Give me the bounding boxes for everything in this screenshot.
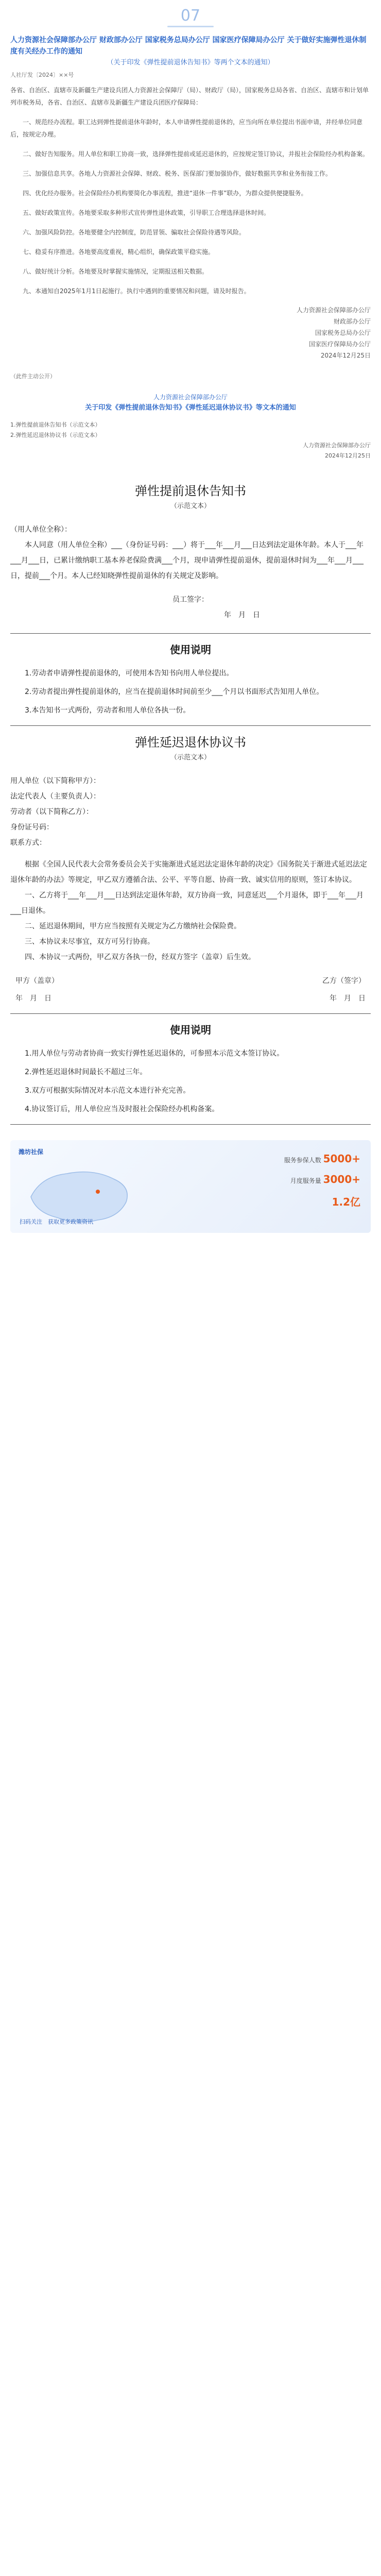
stat-3 <box>332 1194 360 1209</box>
document-number: 人社厅发〔2024〕××号 <box>10 72 74 78</box>
party-a-date: 年 月 日 <box>15 994 51 1003</box>
party-a: 用人单位（以下简称甲方）： <box>10 777 100 785</box>
party-b: 劳动者（以下简称乙方）： <box>10 808 93 816</box>
attachment-item: 2.弹性延迟退休协议书（示范文本） <box>10 432 101 438</box>
usage-item: 2.弹性延迟退休时间最长不超过三年。 <box>25 1068 147 1076</box>
stat-2-label: 月度服务量 <box>290 1177 321 1184</box>
party-a-rep: 法定代表人（主要负责人）： <box>10 792 100 801</box>
notice-paragraph: 三、加强信息共享。各地人力资源社会保障、财政、税务、医保部门要加强协作，做好数据共享和业务衔接工作。 <box>23 170 332 177</box>
usage2-title: 使用说明 <box>170 1024 211 1036</box>
notice-title: 人力资源社会保障部办公厅 财政部办公厅 国家税务总局办公厅 国家医疗保障局办公厅 关于做好实施弹性退休制度有关经办工作的通知 <box>10 36 367 56</box>
usage-item: 3.本告知书一式两份，劳动者和用人单位各执一份。 <box>25 706 190 715</box>
form2-body: 二、延迟退休期间，甲方应当按照有关规定为乙方缴纳社会保险费。 <box>25 922 241 930</box>
form2-title: 弹性延迟退休协议书 <box>135 735 246 750</box>
stat-2-value: 3000+ <box>323 1173 360 1185</box>
section-divider <box>10 1124 371 1125</box>
notice-paragraph: 九、本通知自2025年1月1日起施行。执行中遇到的重要情况和问题，请及时报告。 <box>23 287 250 295</box>
usage-item: 1.用人单位与劳动者协商一致实行弹性延迟退休的，可参照本示范文本签订协议。 <box>25 1049 284 1058</box>
signer: 国家医疗保障局办公厅 <box>308 341 371 348</box>
stat-1 <box>284 1153 360 1165</box>
notice-paragraph: 二、做好告知服务。用人单位和职工协商一致，选择弹性提前或延迟退休的，应按规定签订协议，并报社会保险经办机构备案。 <box>23 150 369 158</box>
form2-subtitle: （示范文本） <box>170 754 211 761</box>
form1-title: 弹性提前退休告知书 <box>135 484 246 498</box>
attachment-signer: 人力资源社会保障部办公厅 <box>303 442 371 449</box>
section-divider <box>10 1013 371 1014</box>
section-number: 07 <box>180 7 201 25</box>
party-b-date: 年 月 日 <box>330 994 366 1003</box>
form1-addressee: （用人单位全称）： <box>10 526 72 534</box>
attachment-date: 2024年12月25日 <box>325 452 371 459</box>
banner-logo: 潍坊社保 <box>19 1148 44 1156</box>
stat-1-value: 5000+ <box>323 1153 360 1165</box>
notice-date: 2024年12月25日 <box>320 352 371 359</box>
notice-paragraph: 一、规范经办流程。职工达到弹性提前退休年龄时，本人申请弹性提前退休的，应当向所在单位提出书面申请，并经单位同意后，按规定办理。 <box>10 118 363 138</box>
notice-paragraph: 八、做好统计分析。各地要及时掌握实施情况，定期报送相关数据。 <box>23 268 209 275</box>
notice-paragraph: 五、做好政策宣传。各地要采取多种形式宣传弹性退休政策，引导职工合理选择退休时间。 <box>23 209 270 216</box>
form2-body: 三、本协议未尽事宜，双方可另行协商。 <box>25 938 154 946</box>
section-divider <box>10 633 371 634</box>
promo-banner[interactable] <box>10 1140 371 1233</box>
usage1-title: 使用说明 <box>170 643 211 656</box>
signer: 财政部办公厅 <box>333 318 371 325</box>
form1-date: 年 月 日 <box>224 611 260 619</box>
notice-greeting: 各省、自治区、直辖市及新疆生产建设兵团人力资源社会保障厅（局）、财政厅（局），国家税务总局各省、自治区、直辖市和计划单列市税务局，各省、自治区、直辖市及新疆生产建设兵团医疗保障局： <box>10 87 369 106</box>
form1-signer: 员工签字： <box>172 596 209 604</box>
stat-3-value: 1.2亿 <box>332 1196 360 1208</box>
usage-item: 2.劳动者提出弹性提前退休的，应当在提前退休时间前至少___个月以书面形式告知用人单位。 <box>25 688 324 696</box>
party-b-contact: 联系方式： <box>10 839 46 847</box>
signature-date-row <box>10 991 371 1006</box>
notice-paragraph: 六、加强风险防控。各地要健全内控制度，防范冒领、骗取社会保险待遇等风险。 <box>23 229 246 236</box>
section-divider <box>10 725 371 726</box>
form2-body: 根据《全国人民代表大会常务委员会关于实施渐进式延迟法定退休年龄的决定》《国务院关于渐进式延迟法定退休年龄的办法》等规定，甲乙双方遵循合法、公平、平等自愿、协商一致、诚实信用的原则，签订本协议。 <box>10 860 367 884</box>
party-b-id: 身份证号码： <box>10 823 54 832</box>
party-b-sign: 乙方（签字） <box>322 977 366 985</box>
form2-body: 一、乙方将于___年___月___日达到法定退休年龄，双方协商一致，同意延迟___个月退休，即于___年___月___日退休。 <box>10 891 363 915</box>
attachment-item: 1.弹性提前退休告知书（示范文本） <box>10 421 101 428</box>
signer: 国家税务总局办公厅 <box>315 329 371 336</box>
form2-body: 四、本协议一式两份，甲乙双方各执一份，经双方签字（盖章）后生效。 <box>25 953 255 961</box>
signature-row <box>10 973 371 989</box>
usage-item: 1.劳动者申请弹性提前退休的，可使用本告知书向用人单位提出。 <box>25 669 234 677</box>
form1-subtitle: （示范文本） <box>170 502 211 510</box>
page <box>0 0 381 1233</box>
banner-cta[interactable]: 扫码关注 获取更多政策资讯 <box>20 1218 93 1225</box>
attachment-heading: 关于印发《弹性提前退休告知书》《弹性延迟退休协议书》等文本的通知 <box>85 404 296 412</box>
notice-paragraph: 四、优化经办服务。社会保险经办机构要简化办事流程，推进“退休一件事”联办，为群众提供便捷服务。 <box>23 190 307 197</box>
usage-item: 3.双方可根据实际情况对本示范文本进行补充完善。 <box>25 1087 190 1095</box>
notice-footnote: （此件主动公开） <box>10 373 56 380</box>
notice-subtitle: （关于印发《弹性提前退休告知书》等两个文本的通知） <box>107 59 274 66</box>
party-a-sign: 甲方（盖章） <box>15 977 59 985</box>
stat-2 <box>290 1173 360 1185</box>
attachment-issuer: 人力资源社会保障部办公厅 <box>153 394 228 401</box>
header-divider <box>167 26 214 27</box>
notice-paragraph: 七、稳妥有序推进。各地要高度重视，精心组织，确保政策平稳实施。 <box>23 248 215 256</box>
usage-item: 4.协议签订后，用人单位应当及时报社会保险经办机构备案。 <box>25 1105 219 1113</box>
form1-body: 本人同意（用人单位全称）___（身份证号码：___）将于___年___月___日达到法定退休年龄。本人于___年___月___日，已累计缴纳职工基本养老保险费满___个月，现申请弹性提前退休，提前退休时间为___年___月___日，提前___个月。本人已经知晓弹性提前退休的有关规定及影响。 <box>10 541 363 580</box>
signer: 人力资源社会保障部办公厅 <box>296 307 371 314</box>
stat-1-label: 服务参保人数 <box>284 1157 321 1164</box>
